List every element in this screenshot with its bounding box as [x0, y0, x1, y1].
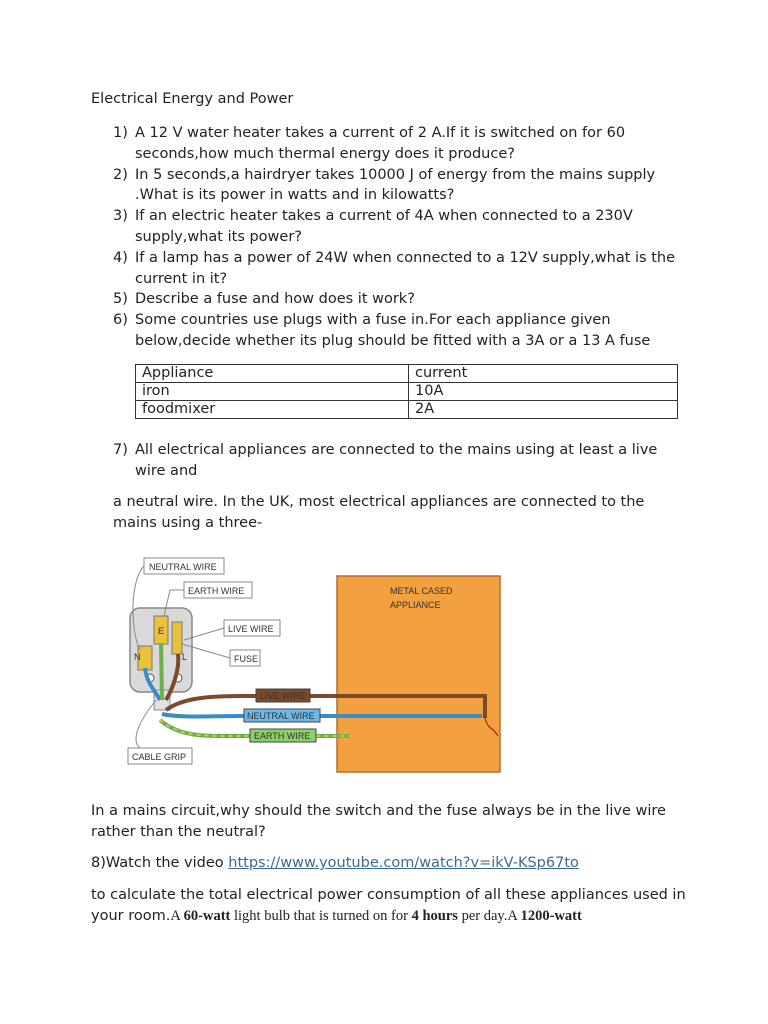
table-cell: foodmixer: [136, 401, 409, 419]
question-7: 7) All electrical appliances are connected to the mains using at least a live wire and: [113, 440, 673, 482]
question-text: If a lamp has a power of 24W when connected to a 12V supply,what is the current in it?: [135, 249, 676, 287]
calc-p2: light bulb that is turned on for: [230, 907, 412, 924]
question-text: Some countries use plugs with a fuse in.For each appliance given below,decide whether its plug should be fitted with a 3A or a 13 A fuse: [135, 312, 651, 349]
table-cell: 2A: [409, 401, 678, 419]
question-text: If an electric heater takes a current of 4A when connected to a 230V supply,what its power?: [135, 208, 633, 245]
video-paragraph: [91, 853, 579, 874]
header-cell: current: [409, 365, 678, 383]
question-text: Describe a fuse and how does it work?: [135, 291, 415, 308]
list-item: 6) Some countries use plugs with a fuse in.For each appliance given below,decide whether its plug should be fitted with a 3A or a 13 A fuse: [113, 312, 651, 349]
table-row: [136, 401, 678, 419]
table-cell: 10A: [409, 383, 678, 401]
n-terminal-label: N: [134, 652, 141, 662]
page-title: Electrical Energy and Power: [91, 91, 294, 107]
table-cell: iron: [136, 383, 409, 401]
question-text: A 12 V water heater takes a current of 2 A.If it is switched on for 60 seconds,how much thermal energy does it produce?: [135, 125, 626, 162]
calc-p1: A: [170, 907, 184, 924]
list-item: 3) If an electric heater takes a current of 4A when connected to a 230V supply,what its power?: [113, 208, 633, 245]
plug-wiring-diagram: [120, 550, 510, 782]
calc-p3: per day.A: [457, 907, 521, 924]
list-item: 5) Describe a fuse and how does it work?: [113, 291, 415, 308]
calc-intro: to calculate the total electrical power consumption of all these appliances used in your room.: [91, 887, 686, 924]
header-cell: Appliance: [136, 365, 409, 383]
question-list: [113, 123, 683, 352]
appliance-label-line2: APPLIANCE: [390, 600, 441, 610]
earth-wire-label: EARTH WIRE: [188, 586, 245, 596]
appliance-table: [135, 364, 678, 419]
neutral-paragraph: a neutral wire. In the UK, most electrical appliances are connected to the mains using a three-: [113, 494, 645, 531]
list-item: 1) A 12 V water heater takes a current of 2 A.If it is switched on for 60 seconds,how much thermal energy does it produce?: [113, 125, 626, 162]
live-wire-tag: LIVE WIRE: [260, 691, 306, 701]
l-terminal-label: L: [182, 652, 188, 662]
video-prefix: 8)Watch the video: [91, 855, 229, 871]
bulb-hours: 4 hours: [411, 907, 458, 924]
neutral-wire-tag: NEUTRAL WIRE: [247, 711, 315, 721]
neutral-wire-label: NEUTRAL WIRE: [149, 562, 217, 572]
list-item: 2) In 5 seconds,a hairdryer takes 10000 J of energy from the mains supply .What is its power in watts and in kilowatts?: [113, 166, 656, 204]
table-row: [136, 383, 678, 401]
e-terminal-label: E: [158, 626, 165, 636]
calc-paragraph: [91, 885, 691, 927]
cable-neutral-wire: [162, 714, 482, 717]
mains-question: In a mains circuit,why should the switch and the fuse always be in the live wire rather than the neutral?: [91, 803, 666, 840]
question-text: In 5 seconds,a hairdryer takes 10000 J of energy from the mains supply .What is its power in watts and in kilowatts?: [135, 166, 656, 204]
plug-fuse: [172, 622, 182, 654]
live-wire-label: LIVE WIRE: [228, 624, 274, 634]
plug-earth-wire: [161, 644, 162, 700]
table-header-row: [136, 365, 678, 383]
list-item: 4) If a lamp has a power of 24W when connected to a 12V supply,what is the current in it?: [113, 249, 676, 287]
video-link[interactable]: https://www.youtube.com/watch?v=ikV-KSp67to: [228, 855, 579, 871]
fuse-label: FUSE: [234, 654, 259, 664]
cable-grip-leader-line: [136, 700, 156, 748]
question-text: All electrical appliances are connected to the mains using at least a live wire and: [135, 442, 658, 479]
watt-1200: 1200-watt: [520, 907, 582, 924]
earth-wire-tag: EARTH WIRE: [254, 731, 311, 741]
bulb-watt: 60-watt: [183, 907, 231, 924]
appliance-label-line1: METAL CASED: [390, 586, 453, 596]
cable-grip-label: CABLE GRIP: [132, 752, 187, 762]
